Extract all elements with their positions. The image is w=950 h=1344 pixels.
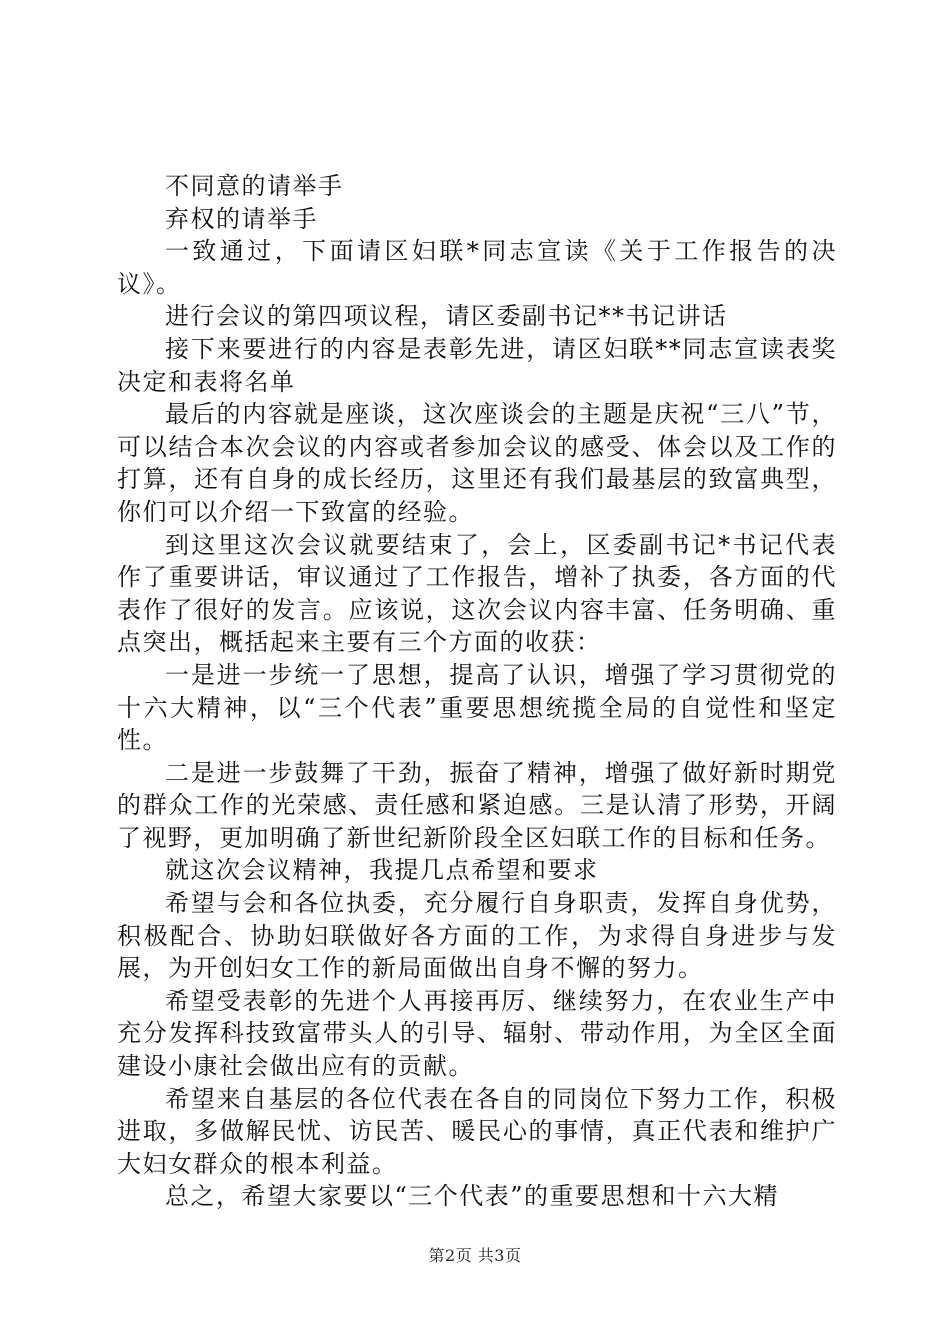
paragraph-resolution-passed: 一致通过，下面请区妇联*同志宣读《关于工作报告的决议》。	[117, 237, 837, 298]
paragraph-fourth-agenda: 进行会议的第四项议程，请区委副书记**书记讲话	[165, 302, 728, 331]
paragraph-symposium: 最后的内容就是座谈，这次座谈会的主题是庆祝“三八”节，可以结合本次会议的内容或者参加会议的感受、体会以及工作的打算，还有自身的成长经历，这里还有我们最基层的致富典型，你们可以介绍一下致富的经验。	[117, 400, 837, 526]
paragraph-gain-one: 一是进一步统一了思想，提高了认识，增强了学习贯彻党的十六大精神，以“三个代表”重要思想统揽全局的自觉性和坚定性。	[117, 660, 837, 755]
paragraph-gain-two-three: 二是进一步鼓舞了干劲，振奋了精神，增强了做好新时期党的群众工作的光荣感、责任感和紧迫感。三是认清了形势，开阔了视野，更加明确了新世纪新阶段全区妇联工作的目标和任务。	[117, 758, 837, 852]
page-number-footer: 第2页 共3页	[428, 1246, 522, 1265]
paragraph-abstain-vote: 弃权的请举手	[165, 204, 318, 233]
paragraph-meeting-summary: 到这里这次会议就要结束了，会上，区委副书记*书记代表作了重要讲话，审议通过了工作报告，增补了执委，各方面的代表作了很好的发言。应该说，这次会议内容丰富、任务明确、重点突出，概括起来主要有三个方面的收获：	[117, 530, 837, 657]
paragraph-conclusion: 总之，希望大家要以“三个代表”的重要思想和十六大精	[165, 1182, 780, 1211]
paragraph-hope-awardees: 希望受表彰的先进个人再接再厉、继续努力，在农业生产中充分发挥科技致富带头人的引导、辐射、带动作用，为全区全面建设小康社会做出应有的贡献。	[117, 986, 837, 1081]
paragraph-hope-representatives: 希望来自基层的各位代表在各自的同岗位下努力工作，积极进取，多做解民忧、访民苦、暖民心的事情，真正代表和维护广大妇女群众的根本利益。	[117, 1084, 837, 1178]
paragraph-hope-committee: 希望与会和各位执委，充分履行自身职责，发挥自身优势，积极配合、协助妇联做好各方面的工作，为求得自身进步与发展，为开创妇女工作的新局面做出自身不懈的努力。	[117, 889, 837, 983]
paragraph-requirements-intro: 就这次会议精神，我提几点希望和要求	[165, 856, 599, 885]
document-body	[117, 170, 837, 1213]
paragraph-disagree-vote: 不同意的请举手	[165, 172, 344, 200]
paragraph-commendation: 接下来要进行的内容是表彰先进，请区妇联**同志宣读表奖决定和表将名单	[117, 334, 837, 396]
